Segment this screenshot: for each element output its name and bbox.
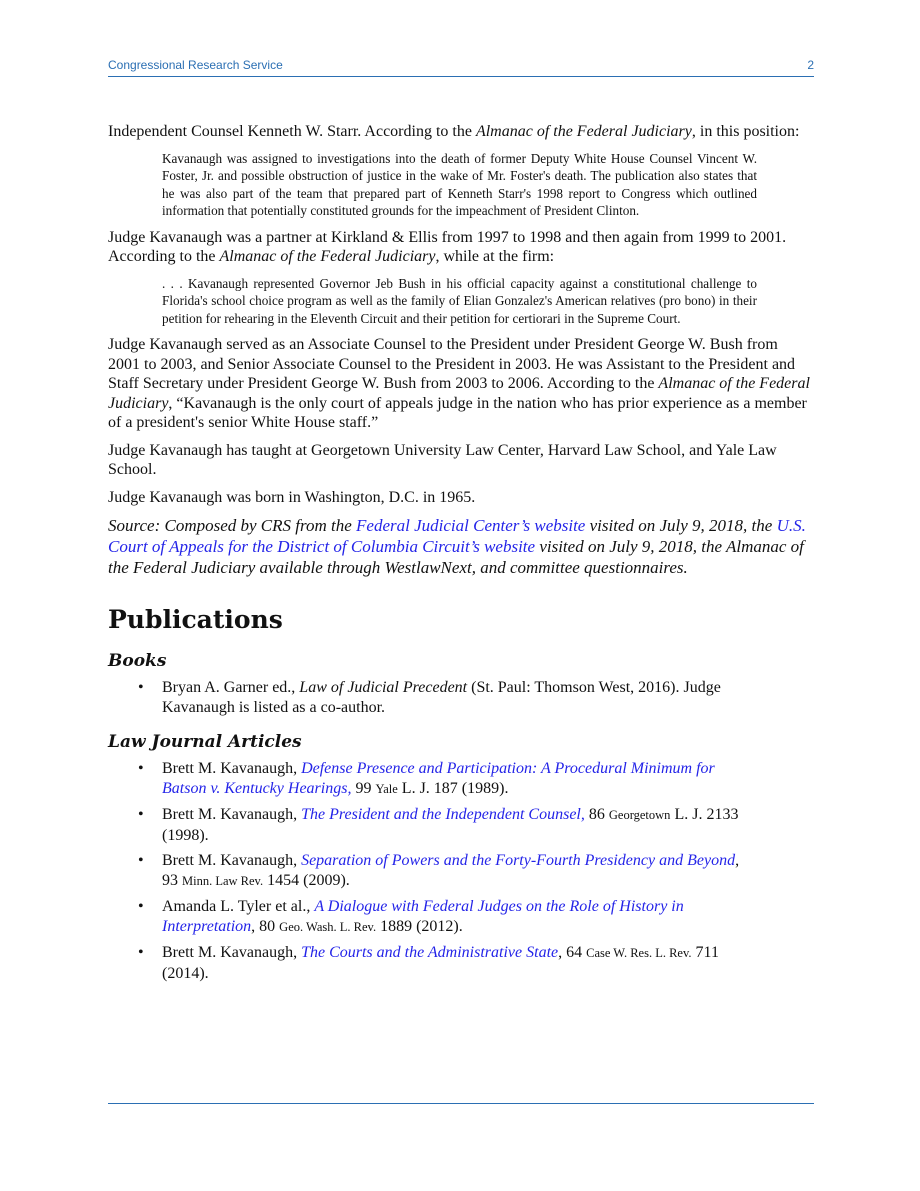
block-quote-1: Kavanaugh was assigned to investigations into the death of former Deputy White House Counsel Vincent W. Foster, Jr. and possible obstruction of justice in the wake of Mr. Foster's death. The publication also states that he was also part of the team that prepared part of Kenneth Starr's 1998 report to Congress which outlined information that potentially constituted grounds for the impeachment of President Clinton. [162, 150, 757, 218]
paragraph-3 [108, 335, 812, 433]
paragraph-5: Judge Kavanaugh was born in Washington, D.C. in 1965. [108, 488, 476, 506]
text: 99 [351, 779, 376, 797]
books-heading: Books [108, 651, 167, 671]
books-list [108, 678, 812, 717]
text: visited on July 9, 2018, the Almanac of the Federal Judiciary available through WestlawNext, and committee questionnaires. [108, 537, 804, 577]
text: 1889 (2012). [376, 917, 463, 935]
list-item [108, 759, 812, 799]
law-journal-articles-heading: Law Journal Articles [108, 732, 302, 752]
list-item [108, 943, 812, 983]
book-title: Law of Judicial Precedent [299, 679, 468, 696]
text: Bryan A. Garner ed., [162, 679, 300, 696]
journal-name: Geo. Wash. L. Rev. [279, 919, 377, 934]
text: (St. Paul: Thomson West, 2016). Judge Kavanaugh is listed as a co-author. [162, 679, 721, 716]
paragraph-2 [108, 228, 812, 267]
bullet-icon: • [138, 898, 144, 915]
paragraph-4: Judge Kavanaugh has taught at Georgetown University Law Center, Harvard Law School, and Yale Law School. [108, 441, 777, 478]
paragraph-1 [108, 122, 812, 142]
block-quote-2: . . . Kavanaugh represented Governor Jeb Bush in his official capacity against a constitutional challenge to Florida's school choice program as well as the family of Elian Gonzalez's American relatives (pro bono) in their petition for rehearing in the Eleventh Circuit and their petition for certiorari in the Supreme Court. [162, 275, 757, 326]
text: Brett M. Kavanaugh, [162, 806, 302, 823]
list-item [108, 805, 812, 845]
journal-name: Case W. Res. L. Rev. [586, 946, 692, 960]
list-item [108, 851, 812, 891]
page-number: 2 [807, 58, 814, 72]
federal-judicial-center-link[interactable]: Federal Judicial Center’s website [356, 516, 586, 535]
source-note [108, 515, 812, 578]
text: 1454 (2009). [263, 871, 350, 889]
article-link[interactable]: A Dialogue with Federal Judges on the Role of History in Interpretation [162, 898, 684, 935]
article-link[interactable]: The President and the Independent Counsel, [301, 806, 585, 823]
article-link[interactable]: Separation of Powers and the Forty-Fourth Presidency and Beyond [301, 852, 736, 869]
text: L. J. 187 (1989). [397, 779, 509, 797]
page-content [108, 122, 812, 989]
list-item [108, 678, 812, 717]
article-link[interactable]: Defense Presence and Participation: A Procedural Minimum for Batson v. Kentucky Hearings, [162, 760, 715, 797]
text: , 64 [558, 944, 587, 961]
text: , 93 [162, 852, 740, 889]
header-org: Congressional Research Service [108, 58, 283, 72]
text: Brett M. Kavanaugh, [162, 760, 302, 777]
publications-heading: Publications [108, 605, 283, 634]
journal-name: Yale [375, 781, 398, 796]
dc-circuit-website-link[interactable]: U.S. Court of Appeals for the District of Columbia Circuit’s website [108, 516, 806, 556]
bullet-icon: • [138, 760, 144, 777]
text: , 80 [251, 917, 280, 935]
bullet-icon: • [138, 806, 144, 823]
page-header [108, 58, 814, 77]
article-link[interactable]: The Courts and the Administrative State [301, 944, 559, 961]
journal-name: Minn. Law Rev. [182, 873, 264, 888]
text: Brett M. Kavanaugh, [162, 944, 302, 961]
text: Independent Counsel Kenneth W. Starr. According to the [108, 123, 476, 140]
footer-divider [108, 1103, 814, 1104]
text: 711 (2014). [162, 944, 719, 982]
text: Source: Composed by CRS from the [108, 516, 357, 535]
almanac-title: Almanac of the Federal Judiciary [108, 375, 810, 412]
text: 86 [584, 806, 609, 823]
bullet-icon: • [138, 944, 144, 961]
text: Amanda L. Tyler et al., [162, 898, 315, 915]
text: , “Kavanaugh is the only court of appeals judge in the nation who has prior experience as a member of a president's senior White House staff.” [108, 394, 807, 431]
text: , in this position: [691, 123, 800, 140]
text: Judge Kavanaugh was a partner at Kirkland & Ellis from 1997 to 1998 and then again from 1999 to 2001. According to the [108, 228, 787, 265]
text: Judge Kavanaugh served as an Associate Counsel to the President under President George W. Bush from 2001 to 2003, and Senior Associate Counsel to the President in 2003. He was Assistant to the President and Staff Secretary under President George W. Bush from 2003 to 2006. According to the [108, 336, 796, 392]
text: , while at the firm: [435, 248, 555, 265]
bullet-icon: • [138, 852, 144, 869]
journal-name: Georgetown [608, 808, 671, 822]
text: visited on July 9, 2018, the [585, 516, 777, 535]
bullet-icon: • [138, 679, 144, 696]
text: Brett M. Kavanaugh, [162, 852, 302, 869]
list-item [108, 897, 812, 937]
almanac-title: Almanac of the Federal Judiciary [475, 123, 692, 140]
text: L. J. 2133 (1998). [162, 806, 739, 844]
articles-list [108, 759, 812, 983]
almanac-title: Almanac of the Federal Judiciary [219, 248, 436, 265]
